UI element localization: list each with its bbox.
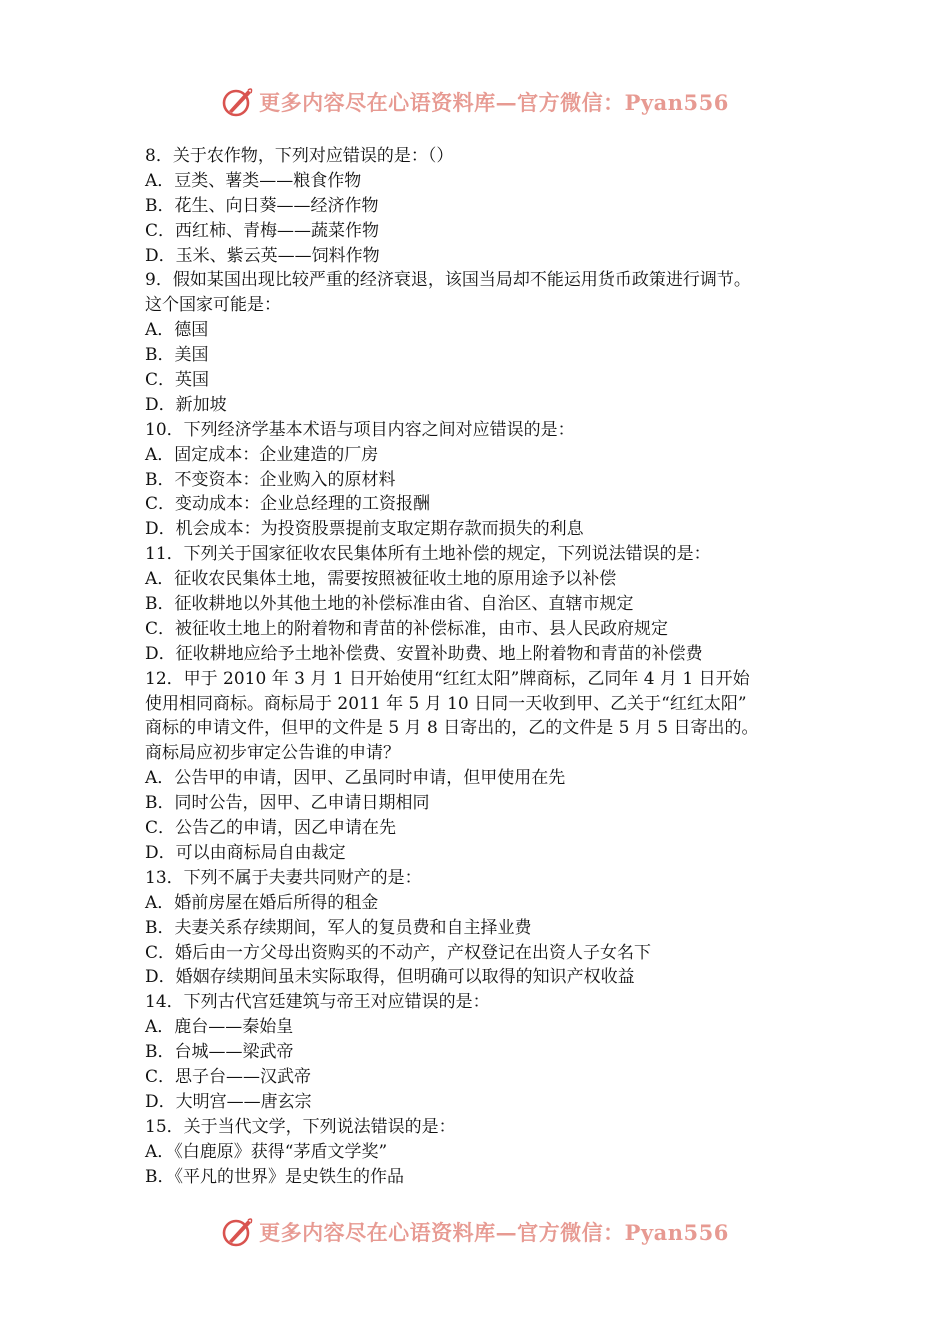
text-line: 商标的申请文件，但甲的文件是 5 月 8 日寄出的，乙的文件是 5 月 5 日寄出的。 — [145, 718, 759, 739]
text-line: D．玉米、紫云英——饲料作物 — [145, 245, 380, 266]
text-line: 11．下列关于国家征收农民集体所有土地补偿的规定，下列说法错误的是： — [145, 544, 711, 565]
text-line: B．《平凡的世界》是史铁生的作品 — [145, 1166, 404, 1187]
text-line: 9．假如某国出现比较严重的经济衰退，该国当局却不能运用货币政策进行调节。 — [145, 270, 751, 291]
text-line: A．豆类、薯类——粮食作物 — [145, 170, 362, 191]
footer-banner-text: 更多内容尽在心语资料库—官方微信：Pyan556 — [259, 1220, 729, 1245]
text-line: 10．下列经济学基本术语与项目内容之间对应错误的是： — [145, 419, 575, 440]
text-line: 8．关于农作物，下列对应错误的是：（） — [145, 146, 454, 166]
text-line: C．变动成本：企业总经理的工资报酬 — [145, 494, 431, 515]
text-line: D．征收耕地应给予土地补偿费、安置补助费、地上附着物和青苗的补偿费 — [145, 643, 703, 664]
text-line: B．同时公告，因甲、乙申请日期相同 — [145, 793, 430, 814]
text-line: B．征收耕地以外其他土地的补偿标准由省、自治区、直辖市规定 — [145, 594, 634, 615]
text-line: A．鹿台——秦始皇 — [145, 1017, 294, 1038]
text-line: C．思子台——汉武帝 — [145, 1066, 312, 1087]
text-line: A．婚前房屋在婚后所得的租金 — [145, 892, 379, 913]
text-line: D．大明宫——唐玄宗 — [145, 1091, 312, 1112]
text-line: D．机会成本：为投资股票提前支取定期存款而损失的利息 — [145, 519, 584, 540]
text-line: 这个国家可能是： — [145, 295, 281, 316]
text-line: 15．关于当代文学，下列说法错误的是： — [145, 1116, 456, 1137]
quill-logo-icon — [221, 1215, 255, 1249]
text-line: C．公告乙的申请，因乙申请在先 — [145, 818, 397, 839]
text-line: C．婚后由一方父母出资购买的不动产，产权登记在出资人子女名下 — [145, 942, 652, 963]
text-line: B．夫妻关系存续期间，军人的复员费和自主择业费 — [145, 917, 532, 938]
text-line: A．固定成本：企业建造的厂房 — [145, 444, 379, 465]
text-line: C．英国 — [145, 370, 210, 391]
question-content — [145, 144, 825, 1189]
text-line: D．婚姻存续期间虽未实际取得，但明确可以取得的知识产权收益 — [145, 967, 635, 988]
text-line: D．新加坡 — [145, 394, 227, 415]
text-line: A．公告甲的申请，因甲、乙虽同时申请，但甲使用在先 — [145, 768, 566, 789]
header-banner-text: 更多内容尽在心语资料库—官方微信：Pyan556 — [259, 90, 729, 115]
text-line: 使用相同商标。商标局于 2011 年 5 月 10 日同一天收到甲、乙关于“红红太阳” — [145, 693, 747, 714]
text-line: 商标局应初步审定公告谁的申请？ — [145, 743, 400, 764]
text-line: 14．下列古代宫廷建筑与帝王对应错误的是： — [145, 992, 490, 1013]
text-line: B．台城——梁武帝 — [145, 1042, 294, 1063]
text-line: A．征收农民集体土地，需要按照被征收土地的原用途予以补偿 — [145, 569, 617, 590]
header-banner — [0, 82, 950, 122]
text-line: C．被征收土地上的附着物和青苗的补偿标准，由市、县人民政府规定 — [145, 618, 669, 639]
text-line: D．可以由商标局自由裁定 — [145, 842, 346, 863]
text-line: B．花生、向日葵——经济作物 — [145, 195, 379, 216]
text-line: B．美国 — [145, 345, 209, 366]
quill-logo-icon — [221, 85, 255, 119]
text-line: B．不变资本：企业购入的原材料 — [145, 469, 396, 490]
footer-banner — [0, 1212, 950, 1252]
text-line: A．《白鹿原》获得“茅盾文学奖” — [145, 1141, 388, 1162]
text-line: 13．下列不属于夫妻共同财产的是： — [145, 867, 422, 888]
text-line: A．德国 — [145, 320, 209, 341]
text-line: 12．甲于 2010 年 3 月 1 日开始使用“红红太阳”牌商标，乙同年 4 月 1 日开始 — [145, 668, 750, 689]
text-line: C．西红柿、青梅——蔬菜作物 — [145, 220, 380, 241]
